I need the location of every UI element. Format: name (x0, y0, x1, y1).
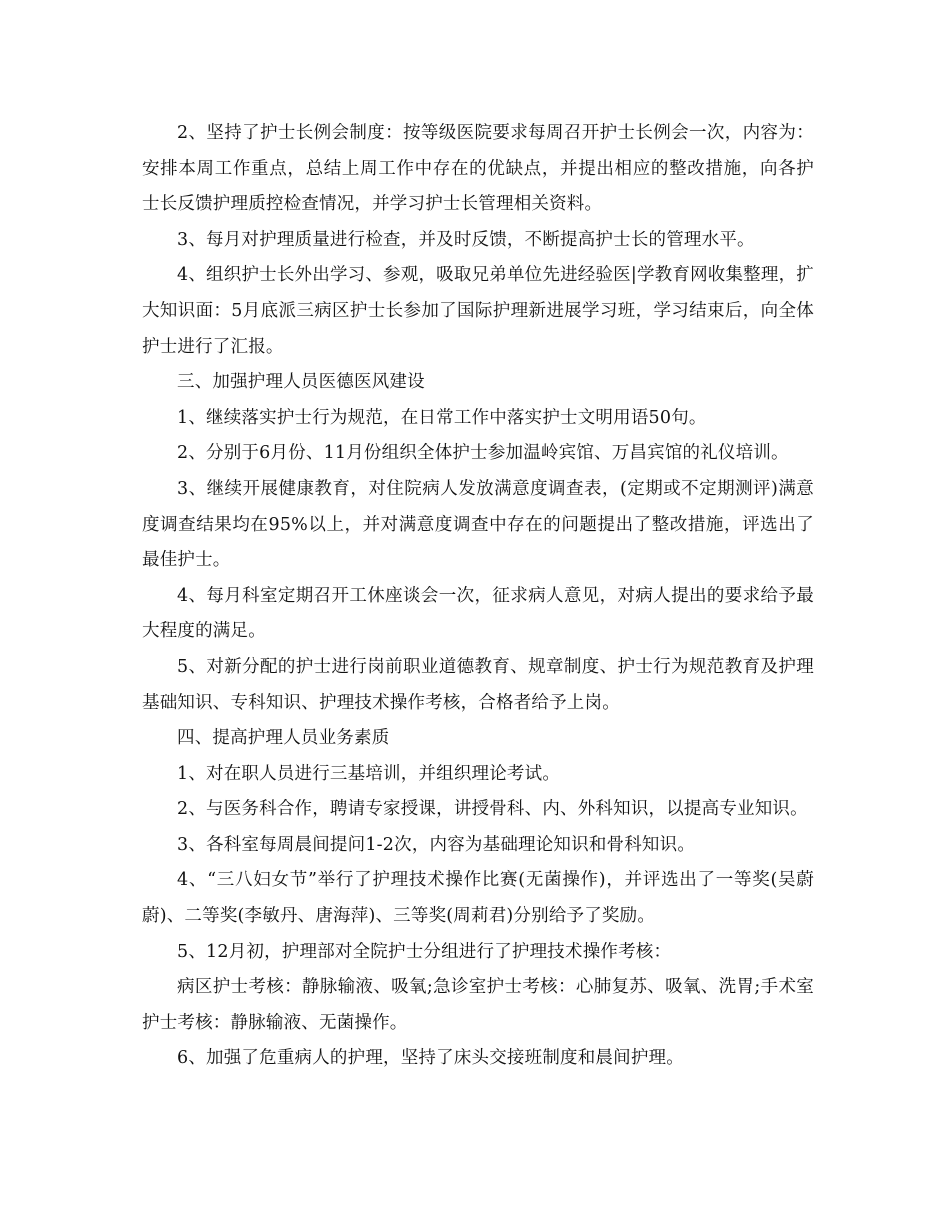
paragraph-morning-questions: 3、各科室每周晨间提问1-2次，内容为基础理论知识和骨科知识。 (177, 834, 696, 855)
paragraph-study-visit: 4、组织护士长外出学习、参观，吸取兄弟单位先进经验医|学教育网收集整理，扩大知识面：5月底派三病区护士长参加了国际护理新进展学习班，学习结束后，向全体护士进行了汇报。 (142, 265, 814, 357)
paragraph-behavior-norms: 1、继续落实护士行为规范，在日常工作中落实护士文明用语50句。 (177, 407, 707, 428)
paragraph-skills-assessment: 5、12月初，护理部对全院护士分组进行了护理技术操作考核： (177, 941, 672, 962)
document-page (142, 116, 814, 1077)
paragraph-new-nurse-training: 5、对新分配的护士进行岗前职业道德教育、规章制度、护士行为规范教育及护理基础知识、专科知识、护理技术操作考核，合格者给予上岗。 (142, 656, 814, 713)
paragraph-skills-competition: 4、“三八妇女节”举行了护理技术操作比赛(无菌操作)，并评选出了一等奖(吴蔚蔚)、二等奖(李敏丹、唐海萍)、三等奖(周莉君)分别给予了奖励。 (142, 870, 814, 927)
paragraph-quality-check: 3、每月对护理质量进行检查，并及时反馈，不断提高护士长的管理水平。 (177, 229, 755, 250)
section-heading-skills: 四、提高护理人员业务素质 (177, 728, 390, 749)
paragraph-patient-forum: 4、每月科室定期召开工休座谈会一次，征求病人意见，对病人提出的要求给予最大程度的满足。 (142, 585, 814, 642)
paragraph-assessment-items: 病区护士考核：静脉输液、吸氧;急诊室护士考核：心肺复苏、吸氧、洗胃;手术室护士考核：静脉输液、无菌操作。 (142, 977, 814, 1033)
paragraph-ward-meeting: 2、坚持了护士长例会制度：按等级医院要求每周召开护士长例会一次，内容为：安排本周工作重点，总结上周工作中存在的优缺点，并提出相应的整改措施，向各护士长反馈护理质控检查情况，并学习护士长管理相关资料。 (142, 123, 814, 215)
section-heading-ethics: 三、加强护理人员医德医风建设 (177, 372, 425, 393)
paragraph-expert-lectures: 2、与医务科合作，聘请专家授课，讲授骨科、内、外科知识，以提高专业知识。 (177, 799, 808, 820)
paragraph-basic-training: 1、对在职人员进行三基培训，并组织理论考试。 (177, 763, 561, 784)
paragraph-etiquette-training: 2、分别于6月份、11月份组织全体护士参加温岭宾馆、万昌宾馆的礼仪培训。 (177, 443, 789, 464)
paragraph-critical-care: 6、加强了危重病人的护理，坚持了床头交接班制度和晨间护理。 (177, 1048, 684, 1069)
paragraph-health-education: 3、继续开展健康教育，对住院病人发放满意度调查表，(定期或不定期测评)满意度调查结果均在95%以上，并对满意度调查中存在的问题提出了整改措施，评选出了最佳护士。 (142, 478, 814, 571)
